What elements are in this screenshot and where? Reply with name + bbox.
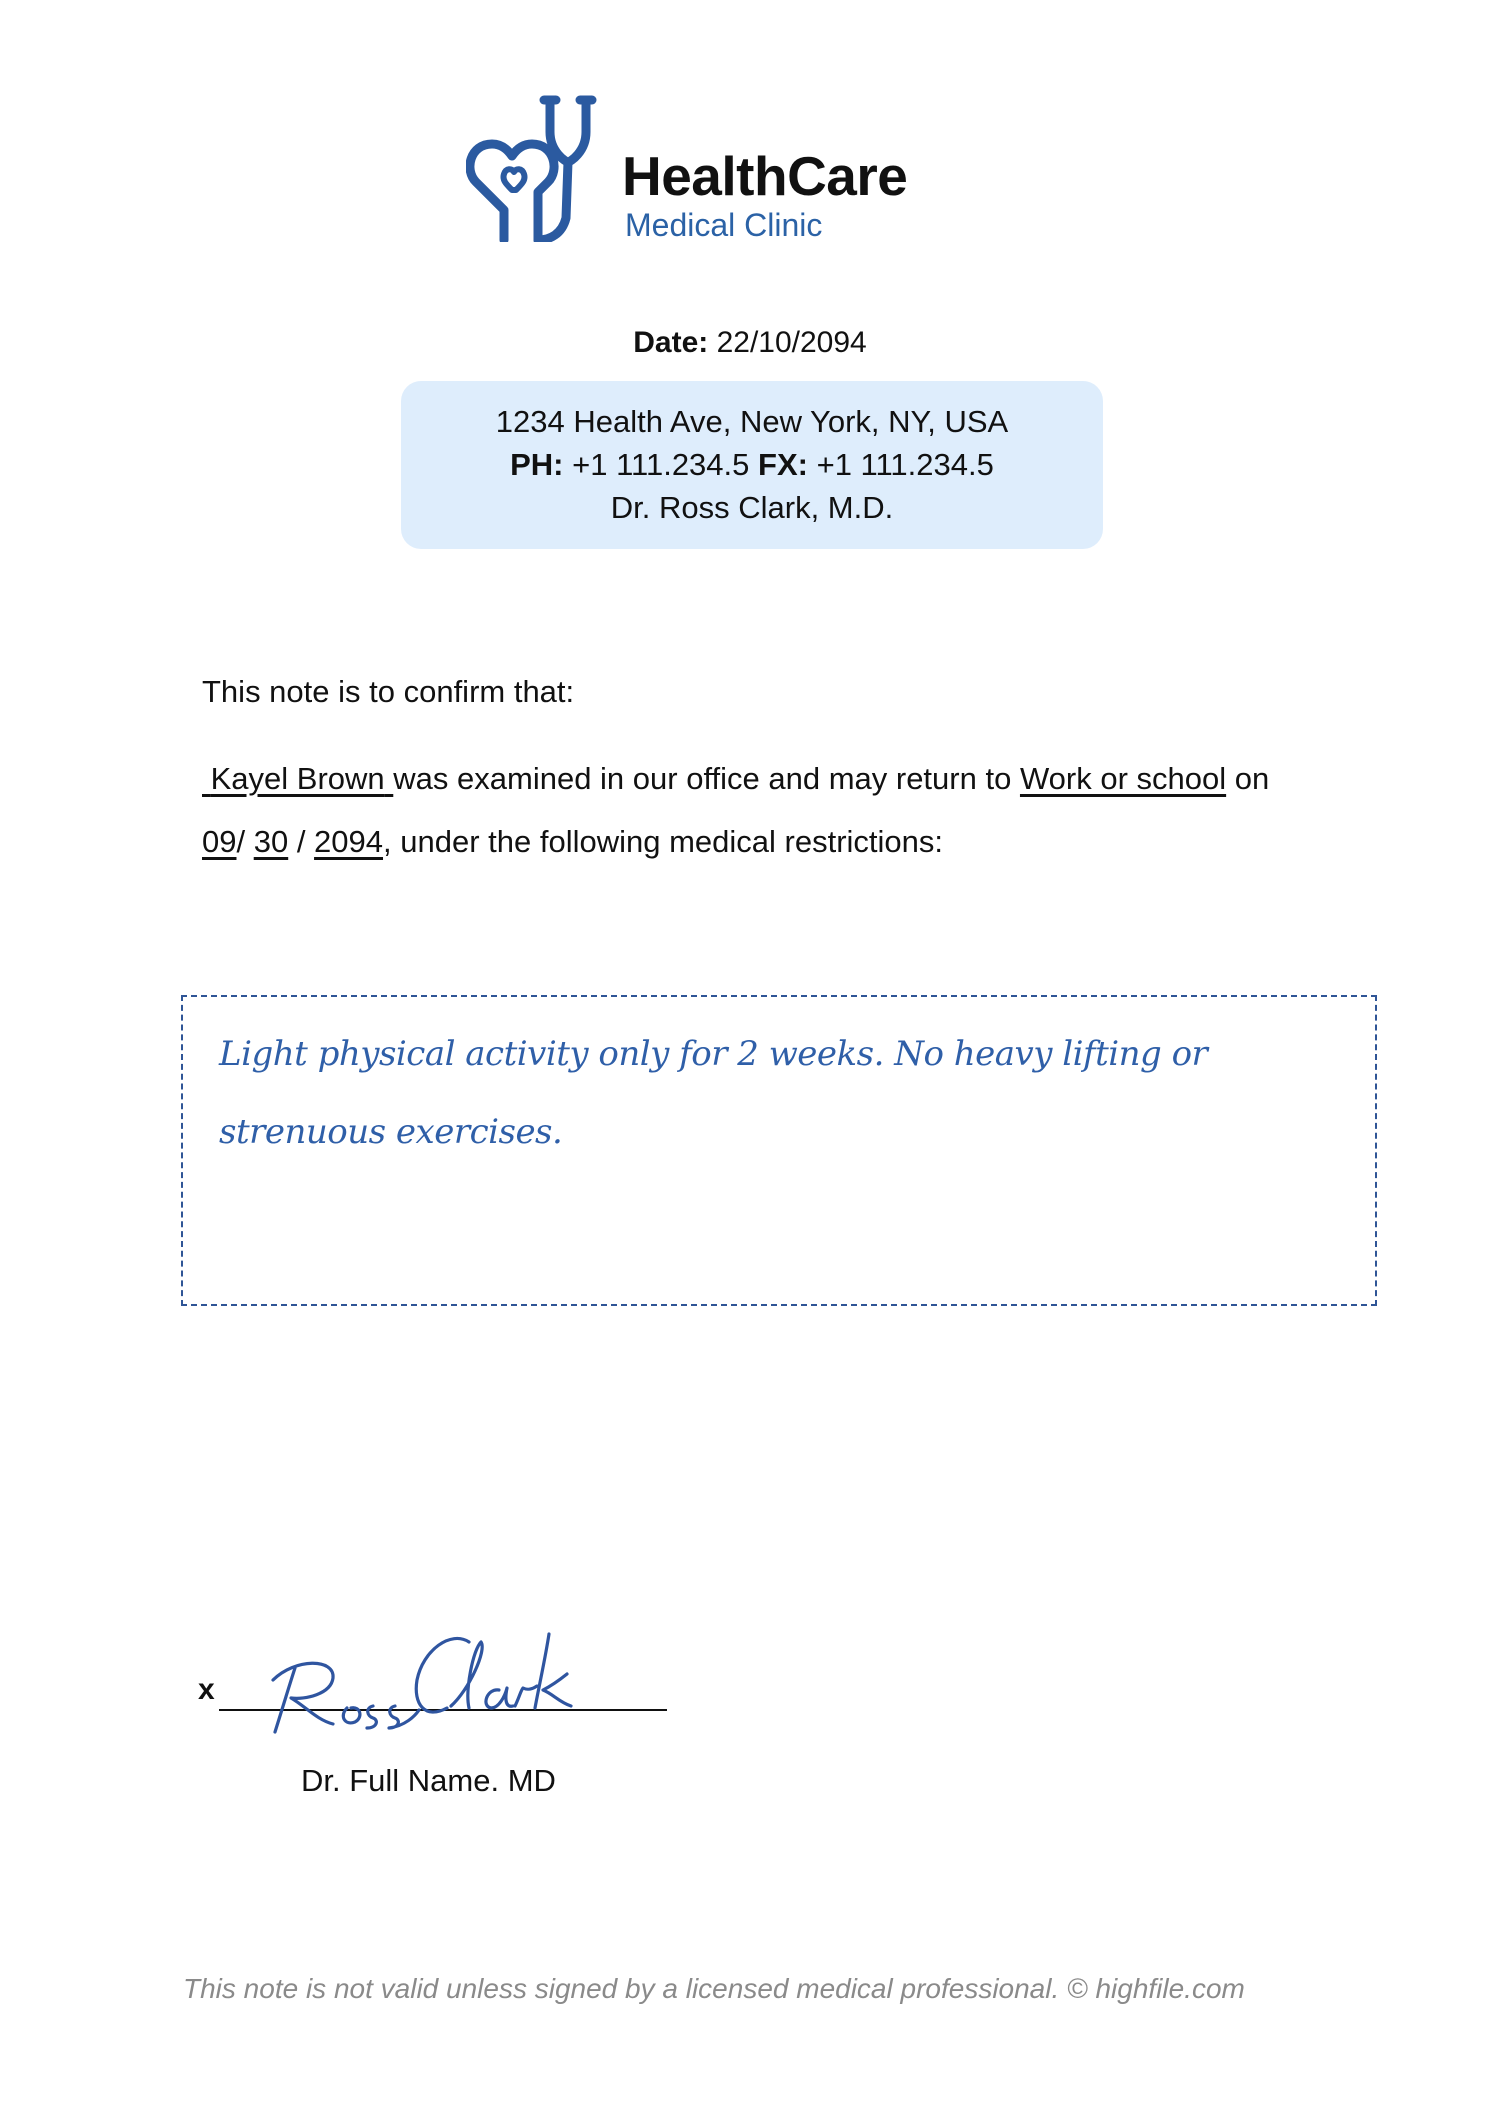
date-line bbox=[0, 326, 1500, 360]
handwritten-signature bbox=[255, 1620, 615, 1740]
note-text-2: on bbox=[1234, 761, 1270, 796]
clinic-logo bbox=[466, 92, 936, 252]
clinic-doctor: Dr. Ross Clark, M.D. bbox=[610, 490, 894, 525]
patient-name-text: Kayel Brown bbox=[210, 761, 385, 796]
phone-value: +1 111.234.5 bbox=[572, 447, 750, 482]
note-text-1: was examined in our office and may return to bbox=[393, 761, 1012, 796]
clinic-contact bbox=[401, 443, 1103, 486]
note-line-2: 09/ 30 / 2094, under the following medical restrictions: bbox=[202, 824, 943, 859]
stethoscope-heart-icon bbox=[466, 92, 602, 242]
note-text-3: , under the following medical restrictions: bbox=[383, 824, 943, 859]
date-label: Date: bbox=[633, 326, 709, 359]
signature-prefix: x bbox=[198, 1673, 215, 1706]
date-value: 22/10/2094 bbox=[716, 326, 867, 359]
footer-disclaimer: This note is not valid unless signed by a licensed medical professional. © highfile.com bbox=[183, 1973, 1245, 2004]
fax-value: +1 111.234.5 bbox=[816, 447, 994, 482]
brand-name: HealthCare bbox=[622, 145, 908, 207]
restrictions-text: Light physical activity only for 2 weeks. No heavy lifting or strenuous exercises. bbox=[219, 1034, 1208, 1152]
patient-name bbox=[202, 761, 393, 796]
return-year: 2094 bbox=[314, 824, 384, 859]
doctor-printed-name: Dr. Full Name. MD bbox=[301, 1763, 556, 1798]
fax-label: FX: bbox=[758, 447, 808, 482]
restrictions-box bbox=[181, 995, 1377, 1306]
phone-label: PH: bbox=[510, 447, 564, 482]
return-month: 09 bbox=[202, 824, 237, 859]
note-intro: This note is to confirm that: bbox=[202, 674, 575, 709]
brand-subtitle: Medical Clinic bbox=[625, 207, 823, 243]
return-day: 30 bbox=[253, 824, 289, 859]
clinic-address: 1234 Health Ave, New York, NY, USA bbox=[495, 404, 1009, 439]
clinic-info-box bbox=[401, 381, 1103, 549]
note-line-1 bbox=[202, 759, 1269, 799]
return-destination: Work or school bbox=[1019, 761, 1227, 796]
